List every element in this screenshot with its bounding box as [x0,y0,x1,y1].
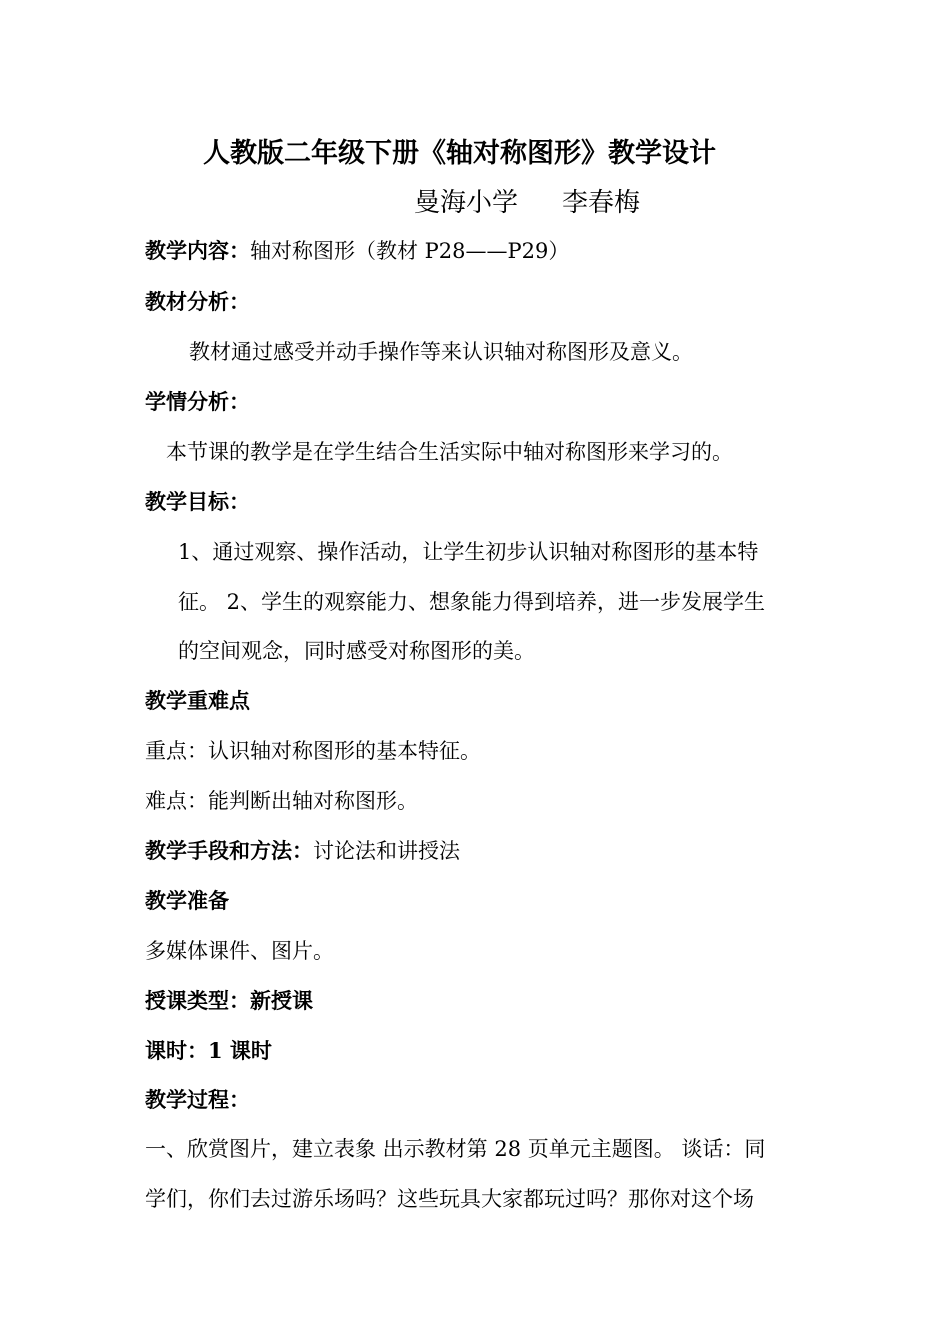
author-line [414,186,640,220]
process-label: 教学过程： [145,1087,250,1112]
difficult-point: 难点：能判断出轴对称图形。 [145,789,418,813]
goal-line-3: 的空间观念，同时感受对称图形的美。 [178,639,535,663]
content-label: 教学内容： [145,238,250,263]
method-line [145,836,460,866]
key-label: 教学重难点 [145,688,250,713]
student-text: 本节课的教学是在学生结合生活实际中轴对称图形来学习的。 [166,440,733,464]
prep-label: 教学准备 [145,888,229,913]
goal-line-1: 1、通过观察、操作活动，让学生初步认识轴对称图形的基本特 [178,540,759,564]
period-text: 课时：1 课时 [145,1038,272,1063]
content-text: 轴对称图形（教材 P28——P29） [250,239,570,263]
goal-label: 教学目标： [145,489,250,514]
material-label: 教材分析： [145,289,250,314]
key-point: 重点：认识轴对称图形的基本特征。 [145,739,481,763]
author-school: 曼海小学 [414,188,519,218]
process-line-1: 一、欣赏图片，建立表象 出示教材第 28 页单元主题图。 谈话：同 [145,1137,766,1161]
type-text: 授课类型：新授课 [145,988,313,1013]
document-title: 人教版二年级下册《轴对称图形》教学设计 [203,138,716,169]
content-line [145,236,569,266]
method-label: 教学手段和方法： [145,838,313,863]
goal-line-2: 征。 2、学生的观察能力、想象能力得到培养，进一步发展学生 [178,590,766,614]
method-text: 讨论法和讲授法 [313,839,460,863]
author-name: 李春梅 [562,188,641,218]
student-label: 学情分析： [145,389,250,414]
material-text: 教材通过感受并动手操作等来认识轴对称图形及意义。 [189,340,693,364]
process-line-2: 学们，你们去过游乐场吗？这些玩具大家都玩过吗？那你对这个场 [145,1187,754,1211]
prep-text: 多媒体课件、图片。 [145,939,334,963]
